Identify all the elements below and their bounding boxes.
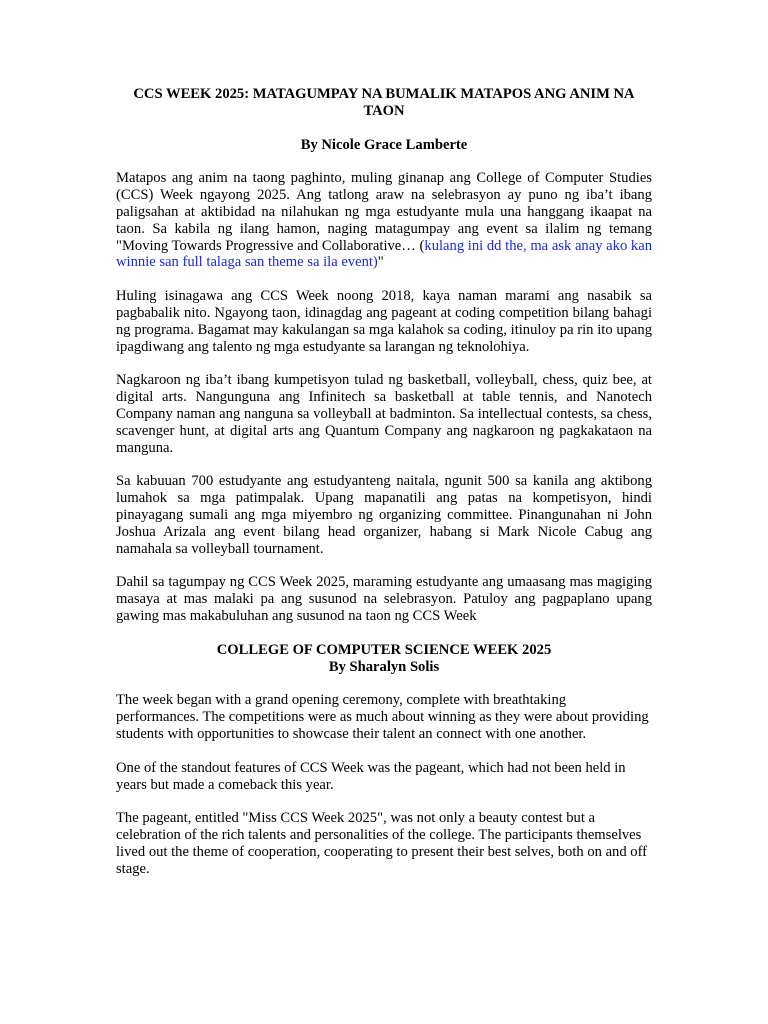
editor-comment: kulang ini dd the, ma ask anay ako kan winnie san full talaga san theme sa ila event) — [116, 237, 653, 271]
article-1-paragraph-3: Nagkaroon ng iba’t ibang kumpetisyon tulad ng basketball, volleyball, chess, quiz bee, at digital arts. Nangunguna ang Infinitech sa basketball at table tennis, and Nanotech Company naman ang nanguna sa volleyball at badminton. Sa intellectual contests, sa chess, scavenger hunt, at digital arts ang Quantum Company ang nagkaroon ng pagkakataon na manguna. — [116, 372, 652, 456]
article-2-byline: By Sharalyn Solis — [328, 658, 440, 675]
article-1-paragraph-4: Sa kabuuan 700 estudyante ang estudyanteng naitala, ngunit 500 sa kanila ang aktibong lumahok sa mga patimpalak. Upang mapanatili ang patas na kompetisyon, hindi pinayagang sumali ang mga miyembro ng organizing committee. Pinangunahan ni John Joshua Arizala ang event bilang head organizer, habang si Mark Nicole Cabug ang namahala sa volleyball tournament. — [116, 473, 652, 557]
article-1-paragraph-1-text: Matapos ang anim na taong paghinto, muling ginanap ang College of Computer Studies (CCS) Week ngayong 2025. Ang tatlong araw na selebrasyon ay puno ng iba’t ibang paligsahan at aktibidad na nilahukan ng mga estudyante mula una hanggang ikaapat na taon. Sa kabila ng ilang hamon, naging matagumpay ang event sa ilalim ng temang "Moving Towards Progressive and Collaborative… ( — [116, 170, 652, 254]
article-2-paragraph-2: One of the standout features of CCS Week was the pageant, which had not been held in years but made a comeback this year. — [116, 759, 626, 793]
article-1-paragraph-2: Huling isinagawa ang CCS Week noong 2018, kaya naman marami ang nasabik sa pagbabalik nito. Ngayong taon, idinagdag ang pageant at coding competition bilang bahagi ng programa. Bagamat may kakulangan sa mga kalahok sa coding, itinuloy pa rin ito upang ipagdiwang ang talento ng mga estudyante sa larangan ng teknolohiya. — [116, 288, 652, 355]
article-1-title: CCS WEEK 2025: MATAGUMPAY NA BUMALIK MATAPOS ANG ANIM NA TAON — [133, 86, 635, 119]
article-1-paragraph-1 — [116, 170, 652, 271]
document-page — [116, 86, 652, 877]
article-2-paragraph-1: The week began with a grand opening ceremony, complete with breathtaking performances. The competitions were as much about winning as they were about providing students with opportunities to showcase their talent an connect with one another. — [116, 692, 649, 742]
article-2-title: COLLEGE OF COMPUTER SCIENCE WEEK 2025 — [216, 641, 552, 658]
article-1-byline: By Nicole Grace Lamberte — [300, 136, 468, 153]
article-2-paragraph-3: The pageant, entitled "Miss CCS Week 2025", was not only a beauty contest but a celebration of the rich talents and personalities of the college. The participants themselves lived out the theme of cooperation, cooperating to present their best selves, both on and off stage. — [116, 810, 648, 877]
article-1 — [116, 86, 652, 625]
article-2 — [116, 642, 652, 878]
article-1-paragraph-5: Dahil sa tagumpay ng CCS Week 2025, maraming estudyante ang umaasang mas magiging masaya at mas malaki pa ang susunod na selebrasyon. Patuloy ang pagpaplano upang gawing mas makabuluhan ang susunod na taon ng CCS Week — [116, 574, 652, 624]
article-1-paragraph-1-closing: " — [377, 254, 384, 271]
